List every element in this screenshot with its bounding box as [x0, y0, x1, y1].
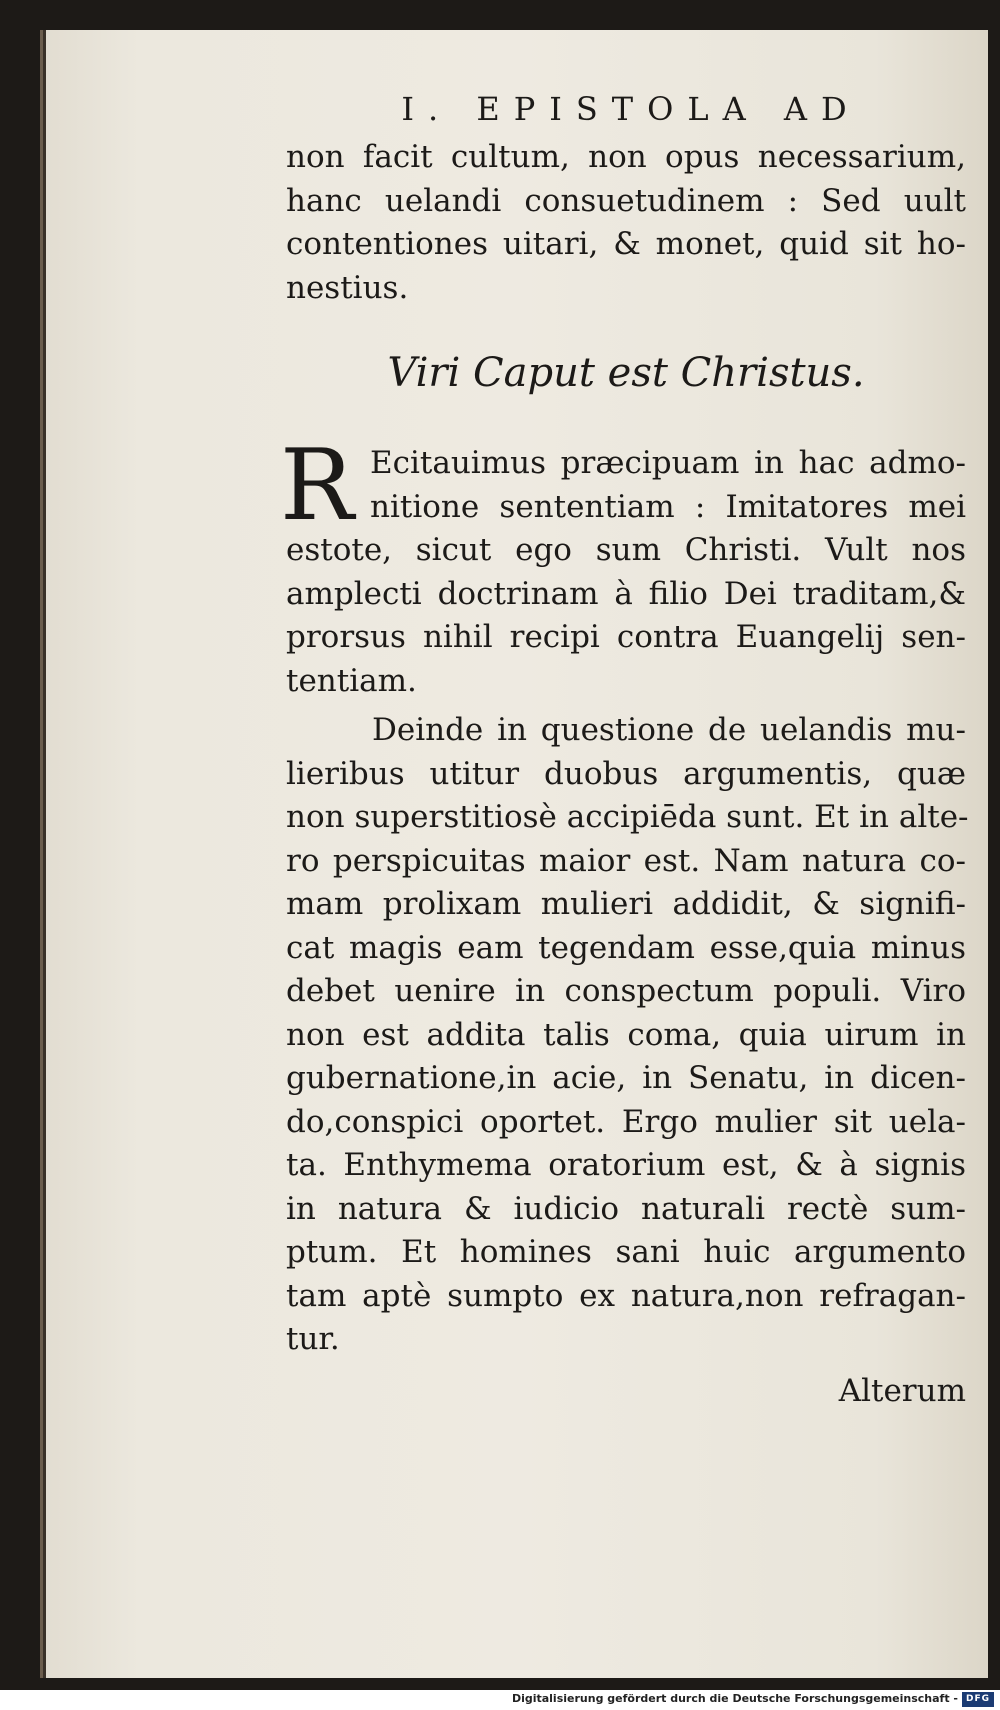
text-line: lieribus utitur duobus argumentis, quæ [286, 755, 966, 792]
digitization-footer [0, 1690, 1000, 1710]
section-heading: Viri Caput est Christus. [387, 350, 865, 396]
text-line: non facit cultum, non opus necessarium, [286, 139, 966, 175]
text-line: ptum. Et homines sani huic argumento [286, 1234, 966, 1270]
funding-credit: Digitalisierung gefördert durch die Deutsche Forschungsgemeinschaft - [511, 1692, 958, 1705]
text-line: Deinde in questione de uelandis mu- [372, 712, 966, 748]
text-line: do,conspici oportet. Ergo mulier sit uela- [286, 1103, 966, 1140]
paragraph-2 [286, 709, 969, 1362]
text-line: ta. Enthymema oratorium est, & à signis [286, 1147, 966, 1183]
continued-paragraph [286, 136, 966, 310]
text-line: in natura & iudicio naturali rectè sum- [286, 1190, 966, 1227]
text-line: gubernatione,in acie, in Senatu, in dicen- [286, 1060, 966, 1096]
drop-cap-initial: R [280, 429, 354, 543]
text-line: contentiones uitari, & monet, quid sit ho- [286, 226, 966, 262]
text-line: hanc uelandi consuetudinem : Sed uult [286, 182, 966, 219]
text-line: debet uenire in conspectum populi. Viro [286, 973, 966, 1009]
text-line: amplecti doctrinam à filio Dei traditam,& [286, 575, 966, 612]
running-head: I. EPISTOLA AD [401, 90, 861, 128]
text-line: Ecitauimus præcipuam in hac admo- [370, 445, 966, 481]
text-line: prorsus nihil recipi contra Euangelij sen- [286, 619, 966, 655]
page-text-block [280, 82, 969, 1416]
page-binding-edge [40, 30, 43, 1678]
catchword: Alterum [838, 1372, 966, 1409]
text-line: non superstitiosè accipiēda sunt. Et in alte- [286, 799, 969, 835]
text-line: non est addita talis coma, quia uirum in [286, 1016, 966, 1053]
text-line: nestius. [286, 269, 409, 306]
dfg-logo: DFG [962, 1692, 994, 1707]
text-line: tam aptè sumpto ex natura,non refragan- [286, 1277, 966, 1314]
text-line: mam prolixam mulieri addidit, & signifi- [286, 886, 966, 922]
text-line: ro perspicuitas maior est. Nam natura co- [286, 842, 966, 879]
text-line: nitione sententiam : Imitatores mei [370, 488, 966, 525]
text-line: tentiam. [286, 662, 417, 699]
text-line: cat magis eam tegendam esse,quia minus [286, 929, 966, 966]
text-line: estote, sicut ego sum Christi. Vult nos [286, 532, 966, 568]
paragraph-1 [280, 429, 966, 703]
text-line: tur. [286, 1321, 340, 1357]
